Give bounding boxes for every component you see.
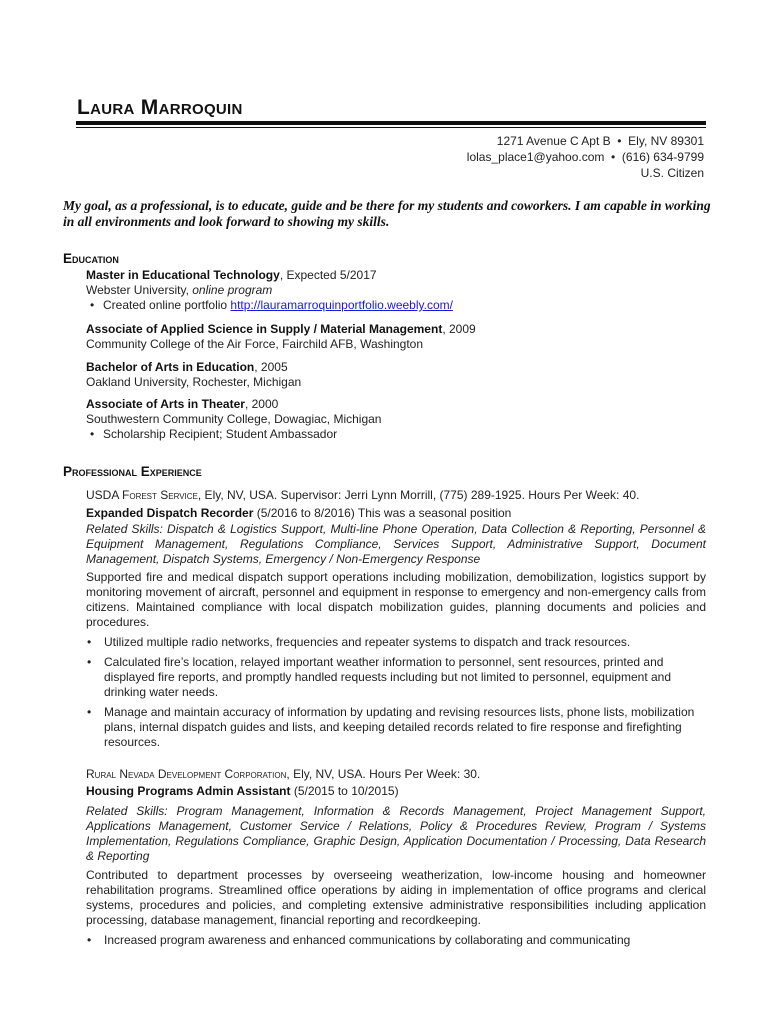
list-item: • Utilized multiple radio networks, frequencies and repeater systems to dispatch and track resources.	[104, 635, 707, 650]
school-name: Southwestern Community College, Dowagiac, Michigan	[86, 412, 382, 426]
education-item	[86, 322, 706, 352]
citizenship: U.S. Citizen	[640, 166, 704, 180]
degree-date: , 2005	[254, 360, 288, 374]
experience-heading: Professional Experience	[63, 464, 202, 479]
education-item	[86, 268, 706, 313]
job-role-line	[86, 784, 706, 799]
job-summary: Supported fire and medical dispatch support operations including mobilization, demobilization, logistics support by monitoring movement of aircraft, personnel and equipment in response to emergency and non-emergency calls from citizens. Maintained compliance with local dispatch mobilization guides, planning documents and policies and procedures.	[86, 570, 706, 629]
header-rule-thick	[76, 121, 706, 125]
job-org-line	[86, 767, 706, 782]
org-name: Rural Nevada Development Corporation	[86, 767, 287, 781]
related-skills: Related Skills: Program Management, Information & Records Management, Project Management Support, Applications Management, Customer Service / Relations, Policy & Procedures Review, Program / Systems Implementation, Regulations Compliance, Graphic Design, Application Documentation / Processing, Data Research & Reporting	[86, 804, 706, 863]
degree-title: Associate of Applied Science in Supply / Material Management	[86, 322, 443, 336]
job-bullets	[104, 635, 707, 750]
org-details: , Ely, NV, USA. Hours Per Week: 30.	[286, 767, 481, 781]
related-skills: Related Skills: Dispatch & Logistics Support, Multi-line Phone Operation, Data Collection & Reporting, Personnel & Equipment Management, Regulations Compliance, Services Support, Administrative Support, Document Management, Dispatch Systems, Emergency / Non-Emergency Response	[86, 522, 706, 566]
objective-statement: My goal, as a professional, is to educate, guide and be there for my students and coworkers. I am capable in working in all environments and look forward to showing my skills.	[63, 198, 711, 229]
job-title: Expanded Dispatch Recorder	[86, 506, 254, 520]
degree-title: Associate of Arts in Theater	[86, 397, 245, 411]
job-title: Housing Programs Admin Assistant	[86, 784, 291, 798]
portfolio-link[interactable]: http://lauramarroquinportfolio.weebly.com/	[230, 298, 453, 312]
org-details: , Ely, NV, USA. Supervisor: Jerri Lynn Morrill, (775) 289-1925. Hours Per Week: 40.	[197, 488, 640, 502]
school-name: Community College of the Air Force, Fairchild AFB, Washington	[86, 337, 424, 351]
school-name: Webster University,	[86, 283, 193, 297]
job-dates: (5/2015 to 10/2015)	[290, 784, 399, 798]
job-org-line	[86, 488, 706, 503]
education-heading: Education	[63, 251, 119, 266]
list-item	[86, 298, 706, 313]
bullet-text: Created online portfolio	[103, 298, 231, 312]
job-dates: (5/2016 to 8/2016) This was a seasonal position	[253, 506, 512, 520]
resume-name: Laura Marroquin	[77, 96, 243, 119]
education-item	[86, 360, 706, 390]
org-prefix: USDA	[86, 488, 123, 502]
email-phone: lolas_place1@yahoo.com • (616) 634-9799	[466, 150, 704, 164]
degree-date: , 2009	[442, 322, 476, 336]
degree-title: Master in Educational Technology	[86, 268, 280, 282]
list-item: • Scholarship Recipient; Student Ambassador	[86, 427, 706, 442]
list-item: • Increased program awareness and enhanced communications by collaborating and communicating	[104, 933, 707, 948]
education-item	[86, 397, 706, 442]
bullet-text: Calculated fire’s location, relayed important weather information to personnel, sent resources, printed and displayed fire reports, and promptly handled requests including but not limited to personnel, equipment and drinking water needs.	[104, 655, 672, 699]
address: 1271 Avenue C Apt B • Ely, NV 89301	[496, 134, 704, 148]
degree-date: , Expected 5/2017	[279, 268, 377, 282]
list-item: • Manage and maintain accuracy of information by updating and revising resources lists, phone lists, mobilization plans, internal dispatch guides and lists, and keeping detailed records related to fire response and firefighting resources.	[104, 705, 707, 750]
job-summary: Contributed to department processes by overseeing weatherization, low-income housing and homeowner rehabilitation programs. Streamlined office operations by aiding in implementation of office programs and clerical systems, procedures and policies, and completing extensive administrative responsibilities including application processing, database management, financial reporting and recordkeeping.	[86, 868, 706, 927]
job-bullets	[104, 933, 707, 948]
list-item	[104, 655, 707, 700]
degree-date: , 2000	[244, 397, 279, 411]
org-name: Forest Service	[122, 488, 198, 502]
school-note: online program	[192, 283, 273, 297]
contact-info	[467, 133, 704, 181]
school-name: Oakland University, Rochester, Michigan	[86, 375, 302, 389]
job-role-line	[86, 506, 706, 521]
degree-title: Bachelor of Arts in Education	[86, 360, 255, 374]
header-rule-thin	[76, 127, 706, 128]
